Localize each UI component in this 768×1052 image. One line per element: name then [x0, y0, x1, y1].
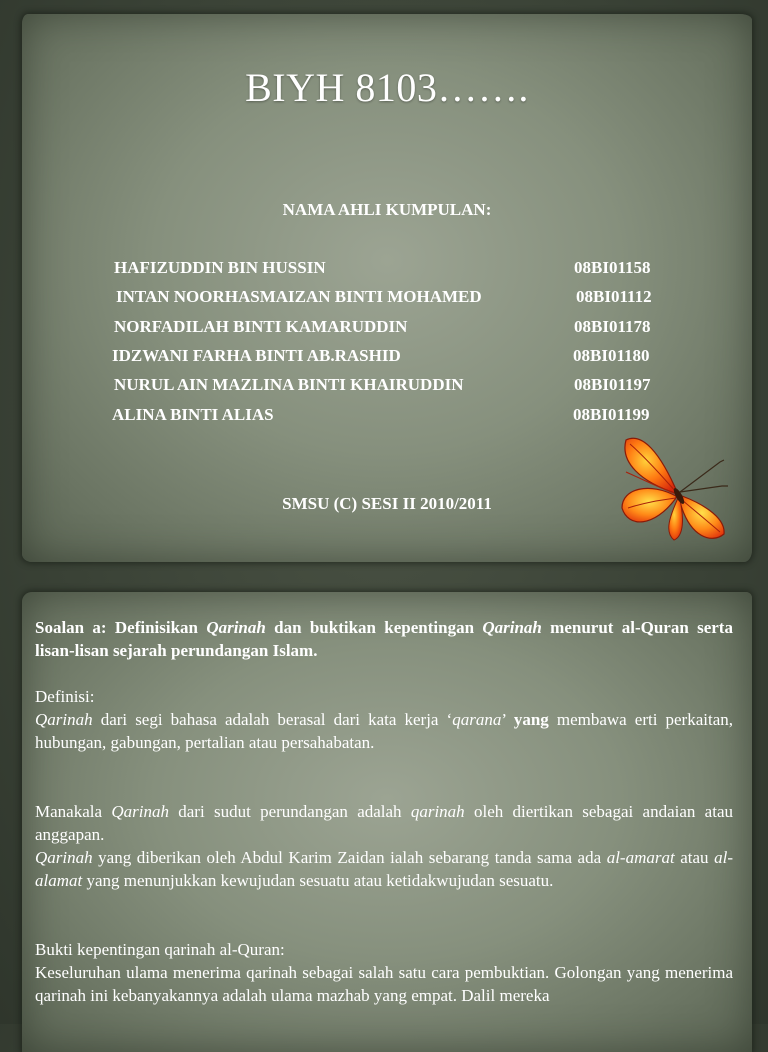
member-id: 08BI01197 [574, 375, 651, 394]
manakala-term: qarinah [410, 802, 465, 821]
question-part: dan buktikan kepentingan [265, 618, 483, 637]
member-name: NURUL AIN MAZLINA BINTI KHAIRUDDIN [114, 375, 464, 394]
definisi-text [35, 708, 733, 754]
zaidan-part: atau [674, 848, 715, 867]
member-name: ALINA BINTI ALIAS [112, 405, 274, 424]
zaidan-part: yang menunjukkan kewujudan sesuatu atau ketidakwujudan sesuatu. [82, 871, 554, 890]
zaidan-part: yang diberikan oleh Abdul Karim Zaidan ialah sebarang tanda sama ada [92, 848, 607, 867]
member-name: HAFIZUDDIN BIN HUSSIN [114, 258, 326, 277]
session-footer: SMSU (C) SESI II 2010/2011 [282, 494, 492, 513]
question-part: menurut al-Quran serta lisan-lisan sejarah perundangan Islam. [35, 618, 733, 660]
definisi-part: dari segi bahasa adalah berasal dari kata kerja ‘ [92, 710, 453, 729]
manakala-text [35, 800, 733, 846]
title-slide [22, 14, 752, 562]
definisi-part: membawa erti perkaitan, hubungan, gabungan, pertalian atau persahabatan. [35, 710, 733, 752]
zaidan-text [35, 846, 733, 892]
manakala-part: oleh diertikan sebagai andaian atau anggapan. [35, 802, 733, 844]
member-name: INTAN NOORHASMAIZAN BINTI MOHAMED [116, 287, 482, 306]
question-part: Soalan a: Definisikan [35, 618, 207, 637]
question-term: Qarinah [206, 618, 266, 637]
manakala-part: dari sudut perundangan adalah [168, 802, 411, 821]
definisi-term: qarana [452, 710, 502, 729]
manakala-part: Manakala [35, 802, 112, 821]
bukti-text: Keseluruhan ulama menerima qarinah sebagai salah satu cara pembuktian. Golongan yang menerima qarinah ini kebanyakannya adalah ulama mazhab yang empat. Dalil mereka [35, 963, 733, 1005]
member-id: 08BI01158 [574, 258, 651, 277]
member-id: 08BI01180 [573, 346, 650, 365]
zaidan-term: al-amarat [606, 848, 675, 867]
member-name: NORFADILAH BINTI KAMARUDDIN [114, 317, 408, 336]
question-term: Qarinah [482, 618, 542, 637]
slide-content [35, 616, 733, 1007]
member-id: 08BI01178 [574, 317, 651, 336]
definisi-heading: Definisi: [35, 687, 95, 706]
member-id: 08BI01199 [573, 405, 650, 424]
definisi-term: Qarinah [35, 710, 93, 729]
definisi-part: ’ [501, 710, 514, 729]
slide-title: BIYH 8103……. [245, 65, 529, 110]
manakala-term: Qarinah [111, 802, 169, 821]
butterfly-icon [620, 432, 730, 544]
question-text [35, 616, 733, 662]
content-slide [22, 592, 752, 1052]
members-label: NAMA AHLI KUMPULAN: [282, 200, 492, 219]
member-name: IDZWANI FARHA BINTI AB.RASHID [112, 346, 401, 365]
bukti-heading: Bukti kepentingan qarinah al-Quran: [35, 940, 285, 959]
zaidan-term: al-alamat [35, 848, 733, 890]
zaidan-term: Qarinah [35, 848, 93, 867]
member-id: 08BI01112 [576, 287, 652, 306]
definisi-bold: yang [513, 710, 549, 729]
